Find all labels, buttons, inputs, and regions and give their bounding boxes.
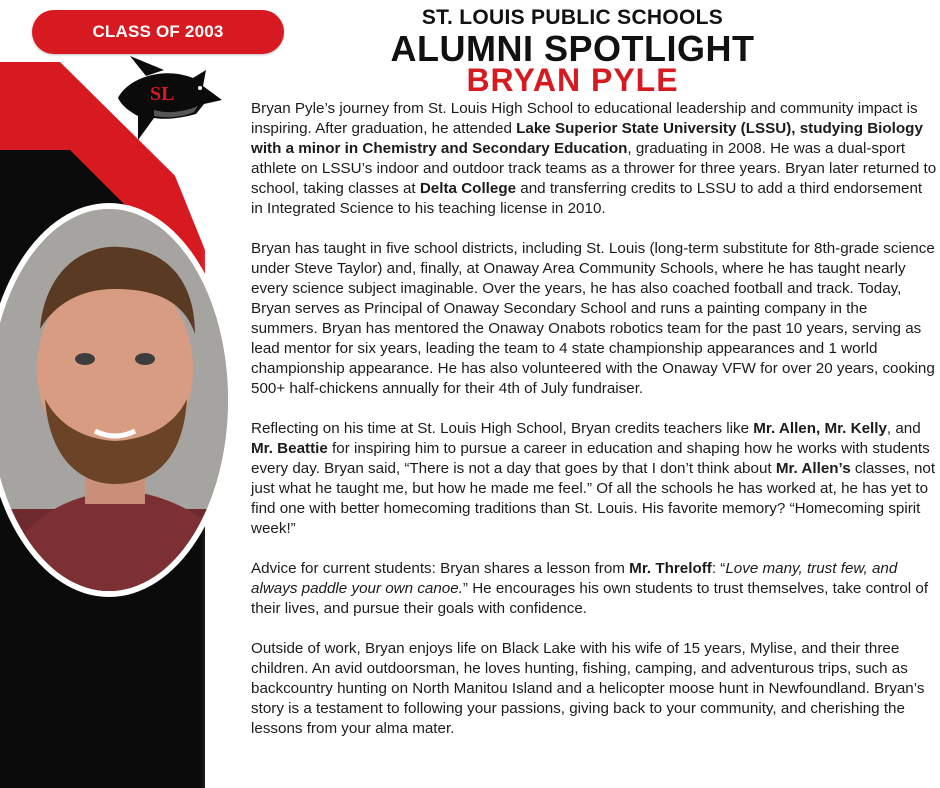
paragraph-reflections: Reflecting on his time at St. Louis High School, Bryan credits teachers like Mr. Allen, Mr. Kelly, and Mr. Beattie for inspiring him to pursue a career in education and shaping how he works with students every day. Bryan said, “There is not a day that goes by that I don’t think about Mr. Allen’s classes, not just what he taught me, but how he made me feel.” Of all the schools he has worked at, he has yet to find one with better homecoming traditions than St. Louis. His favorite memory? “Homecoming spirit week!”: [251, 420, 936, 537]
sl-monogram: SL: [150, 83, 175, 105]
paragraph-education: Bryan Pyle’s journey from St. Louis High School to educational leadership and community impact is inspiring. After graduation, he attended Lake Superior State University (LSSU), studying Biology with a minor in Chemistry and Secondary Education, graduating in 2008. He was a dual-sport athlete on LSSU’s indoor and outdoor track teams as a thrower for three years. Bryan later returned to school, taking classes at Delta College and transferring credits to LSSU to add a third endorsement in Integrated Science to his teaching license in 2010.: [251, 100, 937, 217]
shark-eye: [198, 86, 202, 90]
class-year-text: CLASS OF 2003: [92, 22, 224, 41]
district-title: ST. LOUIS PUBLIC SCHOOLS: [421, 6, 724, 29]
alumni-name: BRYAN PYLE: [466, 62, 679, 98]
shark-body: [118, 70, 222, 140]
page-title: ALUMNI SPOTLIGHT: [390, 28, 755, 69]
paragraph-career: Bryan has taught in five school districts, including St. Louis (long-term substitute for 8th-grade science under Steve Taylor) and, finally, at Onaway Area Community Schools, where he has taught nearly every science subject imaginable. Over the years, he has also coached football and track. Today, Bryan serves as Principal of Onaway Secondary School and runs a painting company in the summers. Bryan has mentored the Onaway Onabots robotics team for the past 10 years, serving as lead mentor for six years, leading the team to 4 state championship appearances and 1 world championship appearance. He has also volunteered with the Onaway VFW for over 20 years, cooking 500+ half-chickens annually for their 4th of July fundraiser.: [251, 240, 935, 397]
class-year-badge: [32, 10, 284, 54]
alumni-photo: [0, 203, 234, 597]
paragraph-personal: Outside of work, Bryan enjoys life on Black Lake with his wife of 15 years, Mylise, and their three children. An avid outdoorsman, he loves hunting, fishing, camping, and adventurous trips, such as backcountry hunting on North Manitou Island and a helicopter moose hunt in Newfoundland. Bryan’s story is a testament to following your passions, giving back to your community, and cherishing the lessons from your alma mater.: [251, 640, 925, 737]
shark-logo: [108, 56, 226, 142]
portrait-illustration: [0, 209, 234, 597]
paragraph-advice: Advice for current students: Bryan shares a lesson from Mr. Threloff: “Love many, trust few, and always paddle your own canoe.” He encourages his own students to trust themselves, take control of their lives, and pursue their goals with confidence.: [251, 560, 929, 617]
shark-fin: [130, 56, 164, 76]
article-body: [251, 99, 937, 759]
